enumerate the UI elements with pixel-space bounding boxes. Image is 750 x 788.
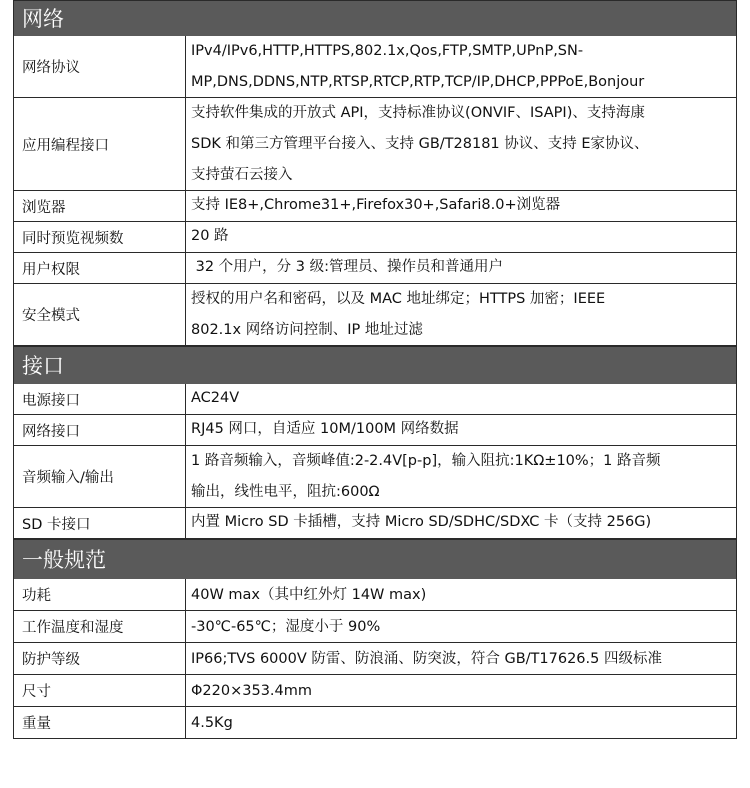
spec-row-browser [13, 191, 737, 222]
value-line: -30℃-65℃；湿度小于 90% [191, 619, 381, 635]
spec-row-preview-channels [13, 222, 737, 253]
section-interface [13, 346, 737, 539]
row-value [186, 284, 736, 345]
value-line: IP66;TVS 6000V 防雷、防浪涌、防突波，符合 GB/T17626.5 四级标准 [191, 651, 662, 667]
row-value [186, 707, 736, 738]
row-label: 网络接口 [14, 415, 186, 445]
value-line: 32 个用户，分 3 级:管理员、操作员和普通用户 [191, 259, 503, 275]
spec-row-power [13, 384, 737, 415]
row-label: 安全模式 [14, 284, 186, 345]
spec-row-weight [13, 707, 737, 739]
row-label: 应用编程接口 [14, 98, 186, 190]
value-line: 支持 IE8+,Chrome31+,Firefox30+,Safari8.0+浏览器 [191, 197, 561, 213]
spec-table [13, 0, 737, 739]
value-line: 1 路音频输入，音频峰值:2-2.4V[p-p]，输入阻抗:1KΩ±10%；1 路音频 [191, 453, 661, 469]
spec-row-temperature [13, 611, 737, 643]
section-header: 接口 [13, 346, 737, 384]
spec-row-power-consumption [13, 579, 737, 611]
row-value [186, 415, 736, 445]
spec-row-protection [13, 643, 737, 675]
value-line: Φ220×353.4mm [191, 683, 312, 699]
row-label: 尺寸 [14, 675, 186, 706]
spec-row-sd-card [13, 508, 737, 539]
value-line: MP,DNS,DDNS,NTP,RTSP,RTCP,RTP,TCP/IP,DHCP,PPPoE,Bonjour [191, 74, 645, 90]
row-label: 网络协议 [14, 36, 186, 97]
row-value [186, 579, 736, 610]
row-value [186, 384, 736, 414]
row-label: 防护等级 [14, 643, 186, 674]
value-line: 4.5Kg [191, 715, 233, 731]
row-label: 功耗 [14, 579, 186, 610]
value-line: IPv4/IPv6,HTTP,HTTPS,802.1x,Qos,FTP,SMTP,UPnP,SN- [191, 43, 584, 59]
spec-row-user-permission [13, 253, 737, 284]
row-label: 用户权限 [14, 253, 186, 283]
row-value [186, 36, 736, 97]
value-line: 20 路 [191, 228, 229, 244]
row-label: 音频输入/输出 [14, 446, 186, 507]
spec-row-security [13, 284, 737, 346]
value-line: 支持萤石云接入 [191, 167, 293, 183]
spec-row-dimensions [13, 675, 737, 707]
row-value [186, 98, 736, 190]
value-line: 内置 Micro SD 卡插槽，支持 Micro SD/SDHC/SDXC 卡（支持 256G) [191, 514, 652, 530]
value-line: RJ45 网口，自适应 10M/100M 网络数据 [191, 421, 459, 437]
section-header: 一般规范 [13, 539, 737, 579]
value-line: 802.1x 网络访问控制、IP 地址过滤 [191, 322, 423, 338]
value-line: 授权的用户名和密码，以及 MAC 地址绑定；HTTPS 加密；IEEE [191, 291, 606, 307]
row-value [186, 611, 736, 642]
section-network [13, 0, 737, 346]
spec-row-audio [13, 446, 737, 508]
value-line: 输出，线性电平，阻抗:600Ω [191, 484, 380, 500]
row-value [186, 222, 736, 252]
value-line: AC24V [191, 390, 240, 406]
spec-row-api [13, 98, 737, 191]
row-value [186, 191, 736, 221]
row-label: 重量 [14, 707, 186, 738]
spec-row-network-port [13, 415, 737, 446]
row-label: 电源接口 [14, 384, 186, 414]
value-line: SDK 和第三方管理平台接入、支持 GB/T28181 协议、支持 E家协议、 [191, 136, 649, 152]
spec-row-network-protocol [13, 36, 737, 98]
row-value [186, 508, 736, 538]
section-header: 网络 [13, 0, 737, 36]
row-value [186, 253, 736, 283]
row-value [186, 446, 736, 507]
row-value [186, 643, 736, 674]
row-label: 工作温度和湿度 [14, 611, 186, 642]
section-general [13, 539, 737, 739]
row-label: 浏览器 [14, 191, 186, 221]
row-value [186, 675, 736, 706]
row-label: SD 卡接口 [14, 508, 186, 538]
row-label: 同时预览视频数 [14, 222, 186, 252]
value-line: 支持软件集成的开放式 API，支持标准协议(ONVIF、ISAPI)、支持海康 [191, 105, 645, 121]
value-line: 40W max（其中红外灯 14W max) [191, 587, 427, 603]
